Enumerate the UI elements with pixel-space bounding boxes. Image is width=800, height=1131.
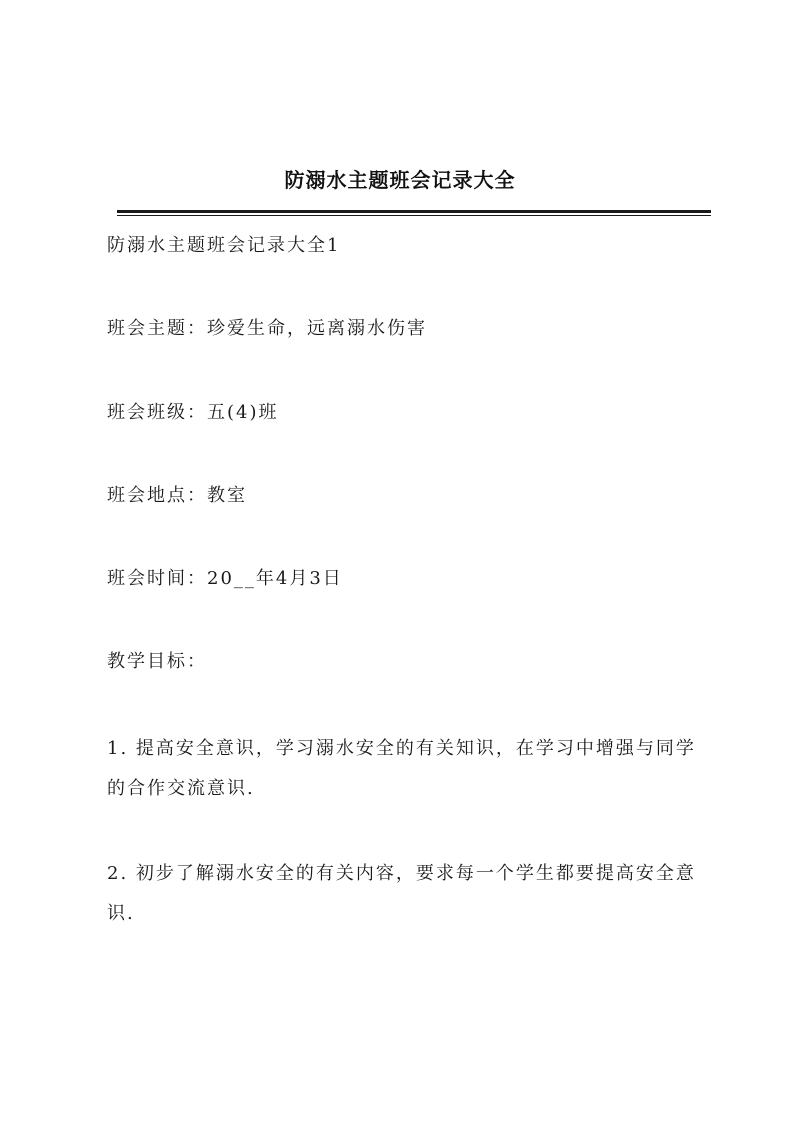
meeting-theme: 班会主题：珍爱生命，远离溺水伤害 (107, 318, 427, 339)
section-heading: 防溺水主题班会记录大全1 (107, 235, 341, 256)
teaching-goal-2: 2. 初步了解溺水安全的有关内容，要求每一个学生都要提高安全意识. (107, 863, 696, 924)
teaching-goals-heading: 教学目标： (107, 651, 207, 672)
title-divider (117, 210, 711, 213)
teaching-goal-1: 1. 提高安全意识，学习溺水安全的有关知识，在学习中增强与同学的合作交流意识. (107, 738, 696, 799)
meeting-location: 班会地点：教室 (107, 485, 247, 506)
meeting-time: 班会时间：20__年4月3日 (107, 568, 343, 589)
meeting-class: 班会班级：五(4)班 (107, 402, 279, 423)
title-divider-thin (117, 215, 711, 216)
document-title: 防溺水主题班会记录大全 (284, 168, 516, 192)
